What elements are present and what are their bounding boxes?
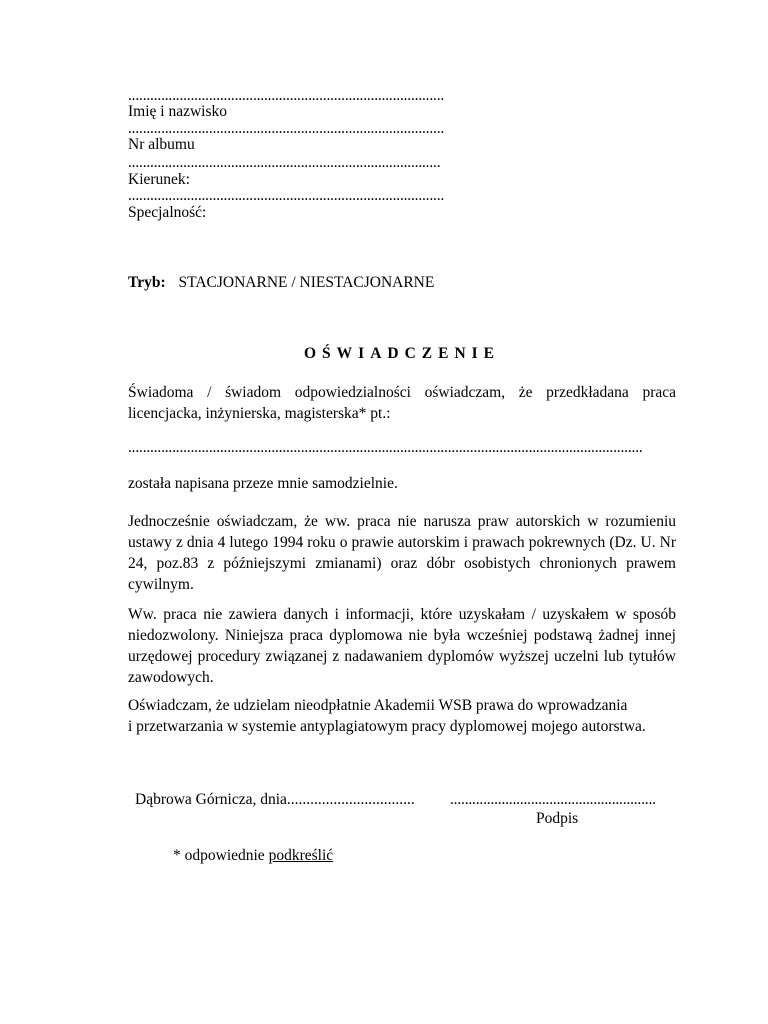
name-dots-line: ...................................................................................... (128, 87, 445, 104)
album-dots-line: ...................................................................................... (128, 120, 445, 137)
statement-line: Jednocześnie oświadczam, że ww. praca nie narusza praw autorskich w rozumieniu (128, 513, 676, 530)
field-dots-line: ..................................................................................... (128, 154, 441, 171)
statement-paragraph-5-line-1: Oświadczam, że udzielam nieodpłatnie Akademii WSB prawa do wprowadzania (128, 697, 628, 714)
statement-line: Ww. praca nie zawiera danych i informacji, które uzyskałam / uzyskałem w sposób (128, 606, 676, 623)
footnote-underlined-word: podkreślić (268, 847, 334, 864)
statement-line: zawodowych. (128, 669, 214, 686)
statement-paragraph-1 (128, 382, 676, 424)
statement-paragraph-5-line-2: i przetwarzania w systemie antyplagiatowym pracy dyplomowej mojego autorstwa. (128, 718, 646, 735)
statement-paragraph-4 (128, 604, 676, 688)
signature-label: Podpis (536, 810, 579, 827)
footnote (173, 848, 333, 864)
study-mode-value: STACJONARNE / NIESTACJONARNE (178, 274, 435, 291)
statement-line: licencjacka, inżynierska, magisterska* pt.: (128, 405, 391, 422)
specialty-label: Specjalność: (128, 204, 207, 221)
document-title: OŚWIADCZENIE (303, 345, 501, 362)
statement-line: Świadoma / świadom odpowiedzialności oświadczam, że przedkładana praca (128, 384, 676, 401)
thesis-title-dots: ............................................................................................................................................ (128, 439, 643, 456)
statement-paragraph-2: została napisana przeze mnie samodzielnie. (128, 475, 398, 492)
specialty-dots-line: ...................................................................................... (128, 187, 445, 204)
study-mode-label: Tryb: (128, 274, 166, 291)
statement-line: niedozwolony. Niniejsza praca dyplomowa nie była wcześniej podstawą żadnej innej (128, 627, 676, 644)
place-date-field: Dąbrowa Górnicza, dnia................................. (135, 791, 415, 808)
statement-line: urzędowej procedury związanej z nadawaniem dyplomów wyższej uczelni lub tytułów (128, 648, 676, 665)
field-label: Kierunek: (128, 171, 190, 188)
study-mode-row (128, 275, 434, 291)
statement-line: cywilnym. (128, 576, 194, 593)
footnote-prefix: * odpowiednie (173, 847, 269, 864)
name-label: Imię i nazwisko (128, 103, 228, 120)
statement-line: 24, poz.83 z późniejszymi zmianami) oraz dóbr osobistych chronionych prawem (128, 555, 676, 572)
statement-paragraph-3 (128, 511, 676, 595)
album-label: Nr albumu (128, 136, 195, 153)
signature-dots: ........................................................ (450, 791, 656, 808)
statement-line: ustawy z dnia 4 lutego 1994 roku o prawie autorskim i prawach pokrewnych (Dz. U. Nr (128, 534, 676, 551)
